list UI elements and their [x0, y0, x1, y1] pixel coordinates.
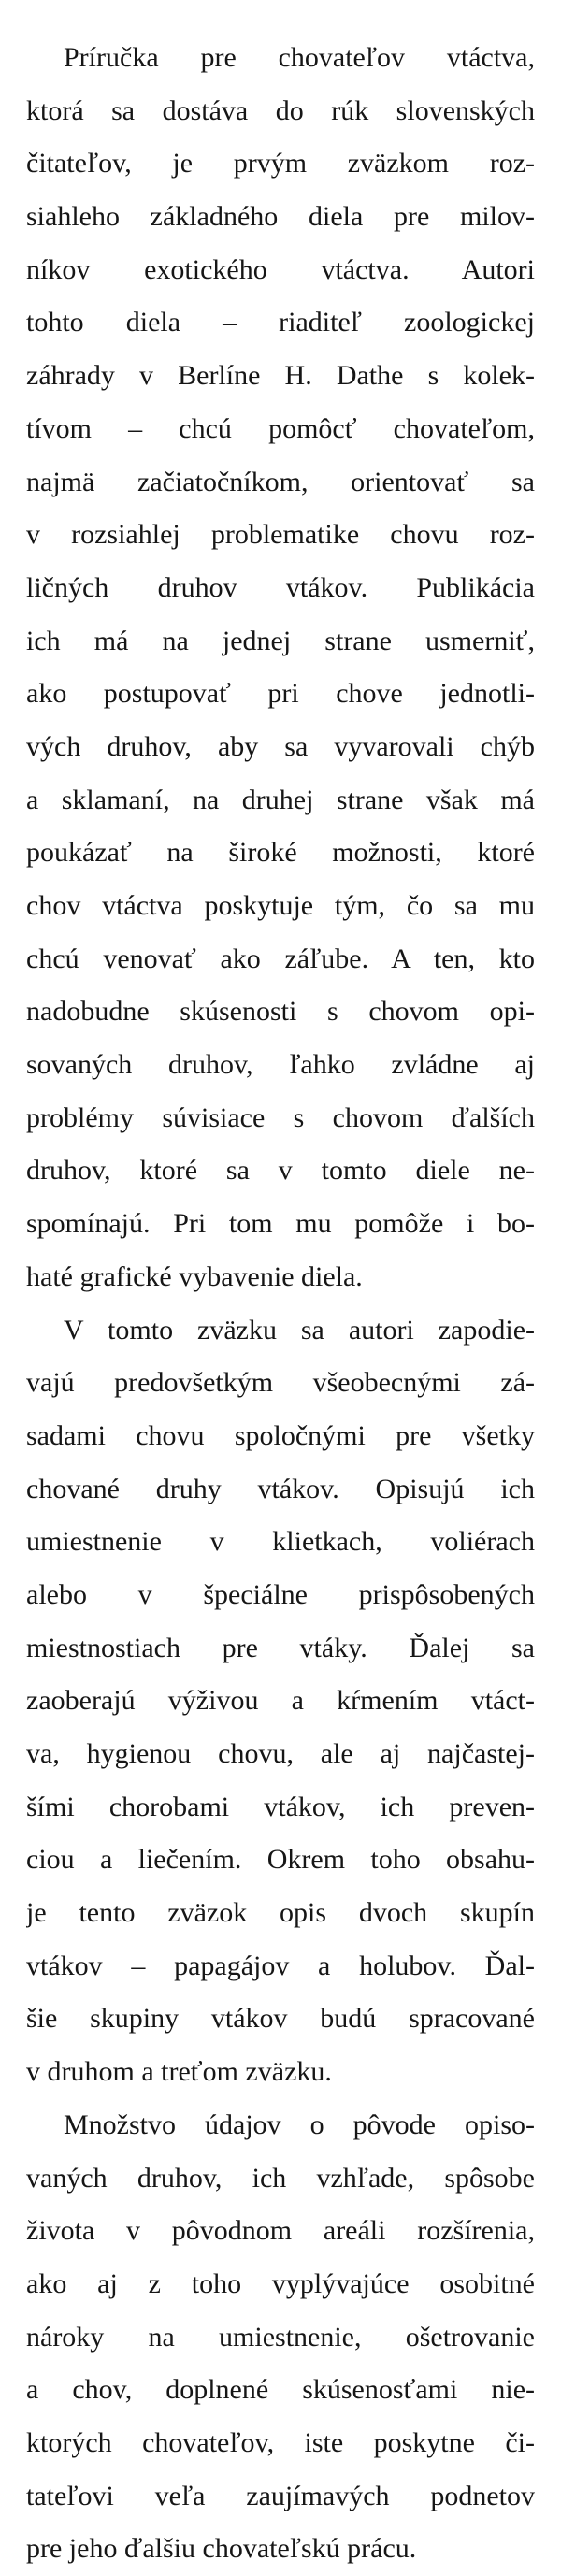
- text-line: Príručka pre chovateľov vtáctva,: [64, 42, 535, 73]
- text-line: chované druhy vtákov. Opisujú ich: [26, 1473, 535, 1504]
- text-line: ako aj z toho vyplývajúce osobitné: [26, 2267, 535, 2299]
- text-line: haté grafické vybavenie diela.: [26, 1260, 363, 1292]
- text-line: tateľovi veľa zaujímavých podnetov: [26, 2480, 535, 2511]
- text-line: níkov exotického vtáctva. Autori: [26, 253, 535, 285]
- text-line: nároky na umiestnenie, ošetrovanie: [26, 2321, 535, 2353]
- text-line: ktorá sa dostáva do rúk slovenských: [26, 94, 535, 126]
- text-line: ich má na jednej strane usmerniť,: [26, 625, 535, 656]
- text-line: v rozsiahlej problematike chovu roz-: [26, 519, 535, 551]
- text-line: sovaných druhov, ľahko zvládne aj: [26, 1049, 535, 1081]
- text-line: chov vtáctva poskytuje tým, čo sa mu: [26, 890, 535, 921]
- text-line: čitateľov, je prvým zväzkom roz-: [26, 148, 535, 180]
- text-line: spomínajú. Pri tom mu pomôže i bo-: [26, 1208, 535, 1240]
- text-line: tohto diela – riaditeľ zoologickej: [26, 307, 535, 338]
- text-line: najmä začiatočníkom, orientovať sa: [26, 466, 535, 497]
- text-line: a chov, doplnené skúsenosťami nie-: [26, 2374, 535, 2406]
- text-line: v druhom a treťom zväzku.: [26, 2056, 332, 2088]
- text-line: vtákov – papagájov a holubov. Ďal-: [26, 1950, 535, 1981]
- text-line: druhov, ktoré sa v tomto diele ne-: [26, 1155, 535, 1187]
- paragraph-3: [26, 2099, 535, 2576]
- text-line: va, hygienou chovu, ale aj najčastej-: [26, 1738, 535, 1769]
- text-line: ktorých chovateľov, iste poskytne či-: [26, 2426, 535, 2458]
- text-line: siahleho základného diela pre milov-: [26, 201, 535, 233]
- text-line: života v pôvodnom areáli rozšírenia,: [26, 2215, 535, 2247]
- text-line: vaných druhov, ich vzhľade, spôsobe: [26, 2162, 535, 2194]
- text-line: ličných druhov vtákov. Publikácia: [26, 571, 535, 603]
- text-line: zaoberajú výživou a kŕmením vtáct-: [26, 1685, 535, 1717]
- text-line: nadobudne skúsenosti s chovom opi-: [26, 996, 535, 1028]
- body-text: [26, 32, 535, 2576]
- paragraph-1: [26, 32, 535, 1304]
- text-line: Množstvo údajov o pôvode opiso-: [64, 2108, 535, 2140]
- text-line: záhrady v Berlíne H. Dathe s kolek-: [26, 360, 535, 392]
- text-line: vých druhov, aby sa vyvarovali chýb: [26, 730, 535, 762]
- text-line: miestnostiach pre vtáky. Ďalej sa: [26, 1632, 535, 1663]
- text-line: ako postupovať pri chove jednotli-: [26, 678, 535, 710]
- text-line: a sklamaní, na druhej strane však má: [26, 784, 535, 815]
- text-line: poukázať na široké možnosti, ktoré: [26, 837, 535, 869]
- text-line: je tento zväzok opis dvoch skupín: [26, 1897, 535, 1929]
- text-line: šími chorobami vtákov, ich preven-: [26, 1791, 535, 1822]
- text-line: tívom – chcú pomôcť chovateľom,: [26, 412, 535, 444]
- text-line: ciou a liečením. Okrem toho obsahu-: [26, 1844, 535, 1876]
- text-line: umiestnenie v klietkach, voliérach: [26, 1526, 535, 1558]
- text-line: chcú venovať ako záľube. A ten, kto: [26, 943, 535, 974]
- text-line: problémy súvisiace s chovom ďalších: [26, 1101, 535, 1133]
- text-line: šie skupiny vtákov budú spracované: [26, 2003, 535, 2035]
- text-line: sadami chovu spoločnými pre všetky: [26, 1419, 535, 1451]
- text-line: alebo v špeciálne prispôsobených: [26, 1578, 535, 1610]
- text-line: pre jeho ďalšiu chovateľskú prácu.: [26, 2533, 417, 2565]
- text-line: vajú predovšetkým všeobecnými zá-: [26, 1367, 535, 1399]
- paragraph-2: [26, 1304, 535, 2099]
- text-line: V tomto zväzku sa autori zapodie-: [64, 1314, 535, 1346]
